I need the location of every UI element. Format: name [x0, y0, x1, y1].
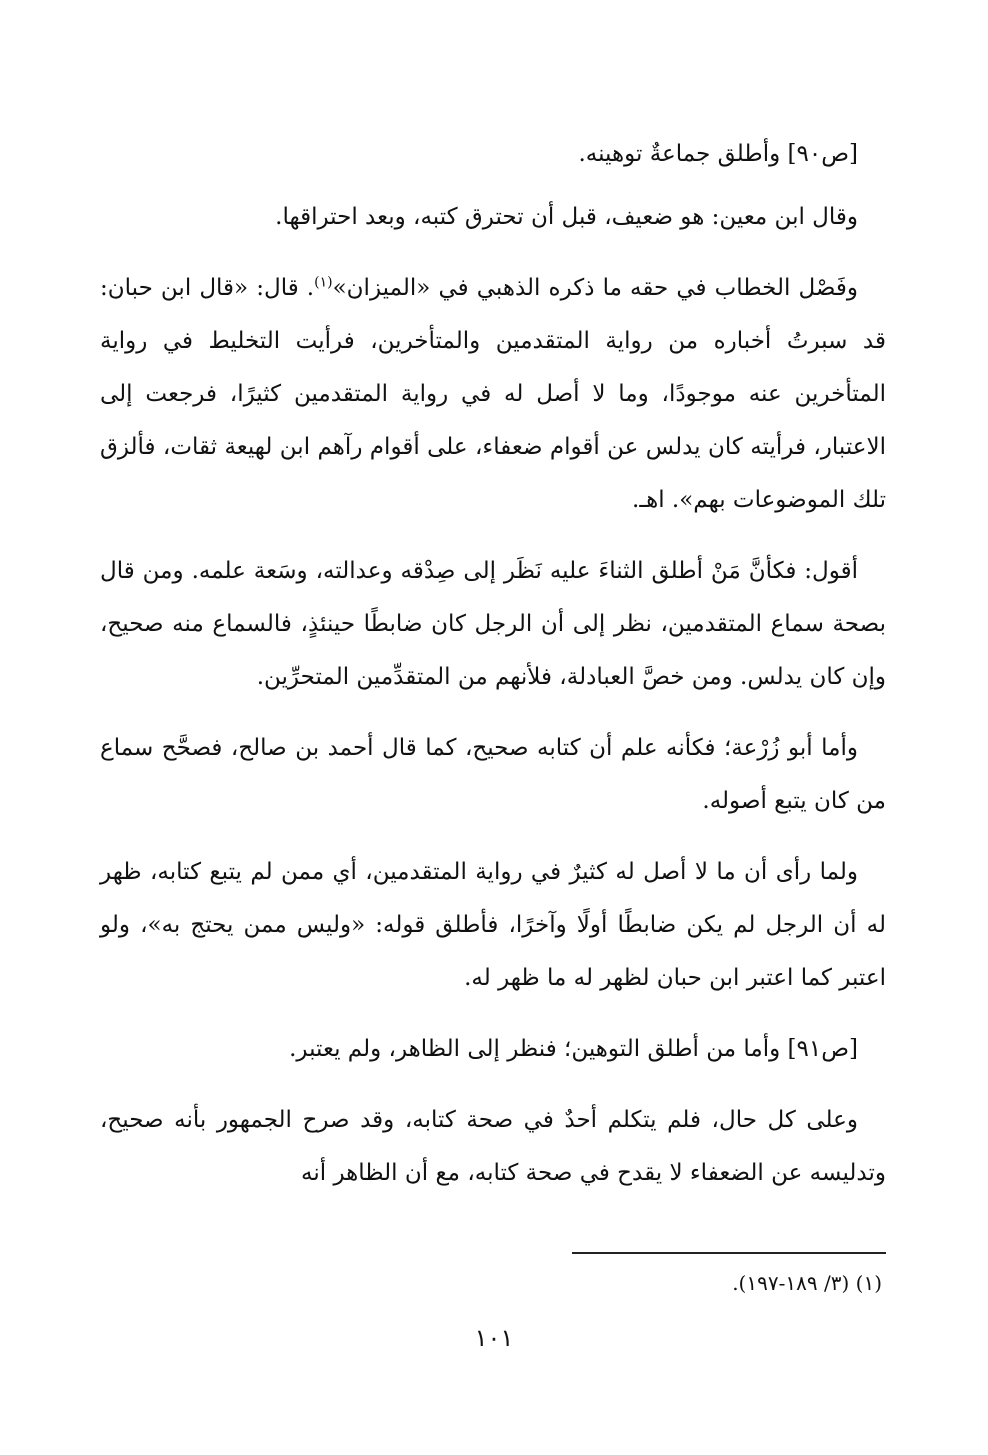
paragraph-3-rest: . قال: «قال ابن حبان: قد سبرتُ أخباره من رواية المتقدمين والمتأخرين، فرأيت التخليط في رواية المتأخرين عنه موجودًا، وما لا أصل له في رواية المتقدمين كثيرًا، فرجعت إلى الاعتبار، فرأيته كان يدلس عن أقوام ضعفاء، على أقوام رآهم ابن لهيعة ثقات، فألزق تلك الموضوعات بهم». اهـ. — [100, 275, 886, 513]
footnote: (١) (٣/ ١٨٩-١٩٧). — [732, 1271, 882, 1295]
footnote-divider — [572, 1252, 886, 1254]
page-number: ١٠١ — [474, 1324, 514, 1352]
paragraph-2: وقال ابن معين: هو ضعيف، قبل أن تحترق كتبه، وبعد احتراقها. — [275, 204, 858, 230]
paragraph-6: ولما رأى أن ما لا أصل له كثيرٌ في رواية المتقدمين، أي ممن لم يتبع كتابه، ظهر له أن الرجل لم يكن ضابطًا أولًا وآخرًا، فأطلق قوله: «وليس ممن يحتج به»، ولو اعتبر كما اعتبر ابن حبان لظهر له ما ظهر له. — [100, 859, 886, 991]
paragraph-3 — [100, 262, 886, 527]
footnote-marker: (١) — [314, 274, 333, 291]
paragraph-3-start: وفَصْل الخطاب في حقه ما ذكره الذهبي في «الميزان» — [332, 275, 858, 301]
paragraph-5: وأما أبو زُرْعة؛ فكأنه علم أن كتابه صحيح، كما قال أحمد بن صالح، فصحَّح سماع من كان يتبع أصوله. — [100, 735, 886, 814]
paragraph-8: وعلى كل حال، فلم يتكلم أحدٌ في صحة كتابه، وقد صرح الجمهور بأنه صحيح، وتدليسه عن الضعفاء لا يقدح في صحة كتابه، مع أن الظاهر أنه — [100, 1107, 886, 1186]
paragraph-1: [ص٩٠] وأطلق جماعةٌ توهينه. — [578, 141, 858, 167]
paragraph-7: [ص٩١] وأما من أطلق التوهين؛ فنظر إلى الظاهر، ولم يعتبر. — [289, 1036, 858, 1062]
paragraph-4: أقول: فكأنَّ مَنْ أطلق الثناءَ عليه نَظَر إلى صِدْقه وعدالته، وسَعة علمه. ومن قال بصحة سماع المتقدمين، نظر إلى أن الرجل كان ضابطًا حينئذٍ، فالسماع منه صحيح، وإن كان يدلس. ومن خصَّ العبادلة، فلأنهم من المتقدِّمين المتحرِّين. — [100, 558, 886, 690]
main-text — [100, 128, 886, 1218]
